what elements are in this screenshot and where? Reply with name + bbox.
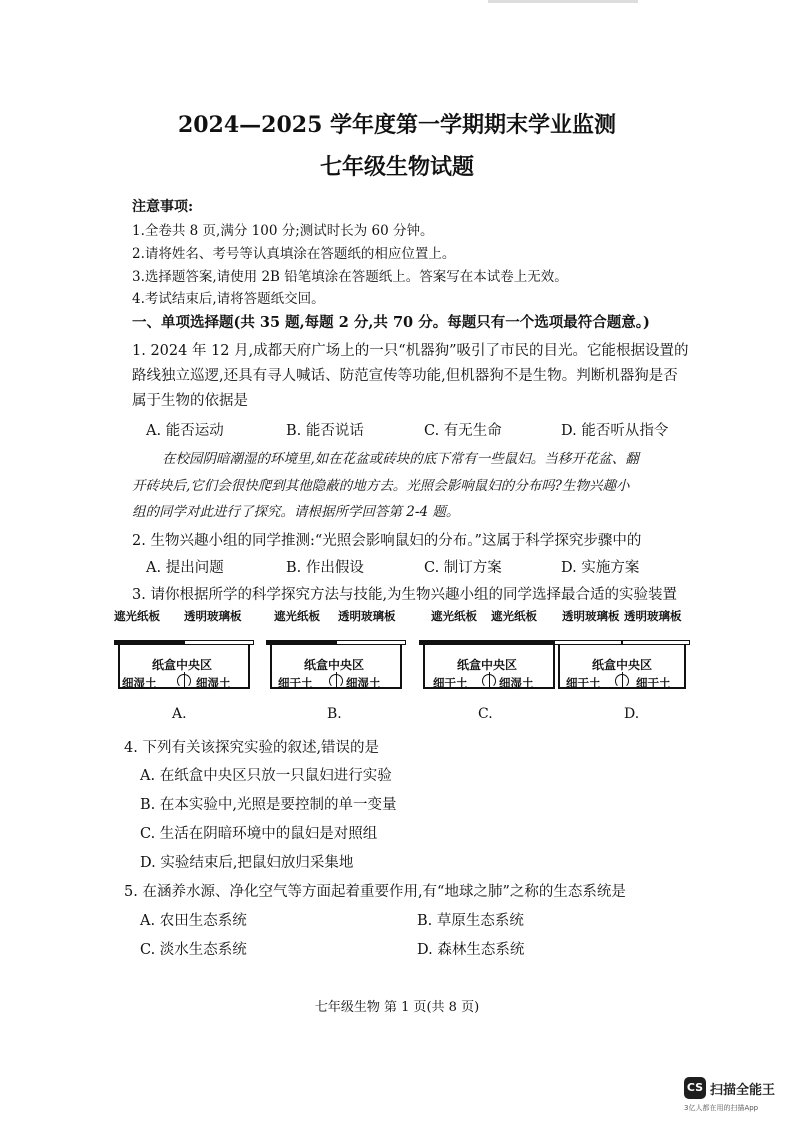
- q4-option-b: B. 在本实验中,光照是要控制的单一变量: [140, 797, 397, 813]
- apparatus-caption-a: A.: [172, 706, 187, 722]
- q5-option-c: C. 淡水生态系统: [140, 942, 247, 958]
- cover-label-left: 遮光纸板: [274, 609, 320, 623]
- exam-subtitle: 七年级生物试题: [319, 154, 474, 180]
- cover-label-right: 透明玻璃板: [184, 609, 242, 623]
- exam-title: 2024—2025 学年度第一学期期末学业监测: [177, 112, 617, 138]
- soil-label-left: 细干土: [278, 676, 313, 690]
- center-circle: [615, 674, 629, 688]
- q4-option-d: D. 实验结束后,把鼠妇放归采集地: [140, 855, 354, 871]
- question-2-stem: 2. 生物兴趣小组的同学推测:“光照会影响鼠妇的分布。”这属于科学探究步骤中的: [132, 533, 642, 549]
- question-1-line: 1. 2024 年 12 月,成都天府广场上的一只“机器狗”吸引了市民的目光。它能根据设置的: [132, 343, 689, 359]
- section-heading: 一、单项选择题(共 35 题,每题 2 分,共 70 分。每题只有一个选项最符合题意。): [132, 314, 650, 331]
- question-1-line: 路线独立巡逻,还具有寻人喊话、防范宣传等功能,但机器狗不是生物。判断机器狗是否: [132, 368, 678, 384]
- soil-label-right: 细湿土: [346, 676, 381, 690]
- watermark-brand: 扫描全能王: [710, 1083, 776, 1098]
- q2-option-a: A. 提出问题: [146, 560, 224, 576]
- cover-label-left: 透明玻璃板: [562, 609, 620, 623]
- center-circle: [177, 674, 191, 688]
- scan-edge-mark: [488, 0, 638, 3]
- scanner-watermark: [684, 1077, 794, 1117]
- soil-label-right: 细湿土: [499, 676, 534, 690]
- watermark-tagline: 3亿人都在用的扫描App: [684, 1104, 759, 1112]
- q5-option-a: A. 农田生态系统: [140, 913, 247, 929]
- soil-label-right: 细干土: [636, 676, 671, 690]
- camscanner-logo-icon: CS: [684, 1077, 706, 1099]
- passage-line: 在校园阴暗潮湿的环境里,如在花盆或砖块的底下常有一些鼠妇。当移开花盆、翻: [162, 451, 639, 467]
- soil-label-left: 细湿土: [122, 676, 157, 690]
- question-1-line: 属于生物的依据是: [132, 393, 248, 409]
- soil-label-right: 细湿土: [196, 676, 231, 690]
- page-footer: 七年级生物 第 1 页(共 8 页): [314, 1000, 480, 1015]
- cover-label-left: 遮光纸板: [114, 609, 160, 623]
- q2-option-d: D. 实施方案: [561, 560, 640, 576]
- note-item: 4.考试结束后,请将答题纸交回。: [132, 291, 325, 307]
- box-center-label: 纸盒中央区: [592, 658, 653, 672]
- q4-option-c: C. 生活在阴暗环境中的鼠妇是对照组: [140, 826, 378, 842]
- notes-heading: 注意事项:: [132, 199, 194, 215]
- center-circle: [329, 674, 343, 688]
- apparatus-a: [114, 608, 254, 692]
- box-center-label: 纸盒中央区: [304, 658, 365, 672]
- center-circle: [482, 674, 496, 688]
- apparatus-caption-b: B.: [327, 706, 342, 722]
- box-center-label: 纸盒中央区: [152, 658, 213, 672]
- q1-option-a: A. 能否运动: [146, 423, 224, 439]
- q1-option-b: B. 能否说话: [286, 423, 364, 439]
- q2-option-c: C. 制订方案: [424, 560, 502, 576]
- apparatus-caption-c: C.: [478, 706, 493, 722]
- passage-line: 开砖块后,它们会很快爬到其他隐蔽的地方去。光照会影响鼠妇的分布吗?生物兴趣小: [132, 478, 630, 494]
- passage-line: 组的同学对此进行了探究。请根据所学回答第 2-4 题。: [132, 504, 460, 520]
- soil-label-left: 细干土: [433, 676, 468, 690]
- apparatus-caption-d: D.: [624, 706, 640, 722]
- note-item: 1.全卷共 8 页,满分 100 分;测试时长为 60 分钟。: [132, 223, 434, 239]
- apparatus-b: [266, 608, 406, 692]
- q4-option-a: A. 在纸盒中央区只放一只鼠妇进行实验: [140, 768, 392, 784]
- question-4-stem: 4. 下列有关该探究实验的叙述,错误的是: [124, 740, 380, 756]
- question-3-stem: 3. 请你根据所学的科学探究方法与技能,为生物兴趣小组的同学选择最合适的实验装置: [132, 587, 678, 603]
- q1-option-c: C. 有无生命: [424, 423, 502, 439]
- q1-option-d: D. 能否听从指令: [561, 423, 669, 439]
- q5-option-d: D. 森林生态系统: [417, 942, 525, 958]
- box-center-label: 纸盒中央区: [457, 658, 518, 672]
- note-item: 2.请将姓名、考号等认真填涂在答题纸的相应位置上。: [132, 246, 456, 262]
- cover-label-right: 遮光纸板: [491, 609, 537, 623]
- apparatus-d: [554, 608, 690, 692]
- q5-option-b: B. 草原生态系统: [417, 913, 524, 929]
- q2-option-b: B. 作出假设: [286, 560, 364, 576]
- apparatus-c: [419, 608, 559, 692]
- note-item: 3.选择题答案,请使用 2B 铅笔填涂在答题纸上。答案写在本试卷上无效。: [132, 269, 568, 285]
- cover-label-left: 遮光纸板: [431, 609, 477, 623]
- soil-label-left: 细干土: [566, 676, 601, 690]
- question-5-stem: 5. 在涵养水源、净化空气等方面起着重要作用,有“地球之肺”之称的生态系统是: [124, 884, 626, 900]
- cover-label-right: 透明玻璃板: [338, 609, 396, 623]
- cover-label-right: 透明玻璃板: [624, 609, 682, 623]
